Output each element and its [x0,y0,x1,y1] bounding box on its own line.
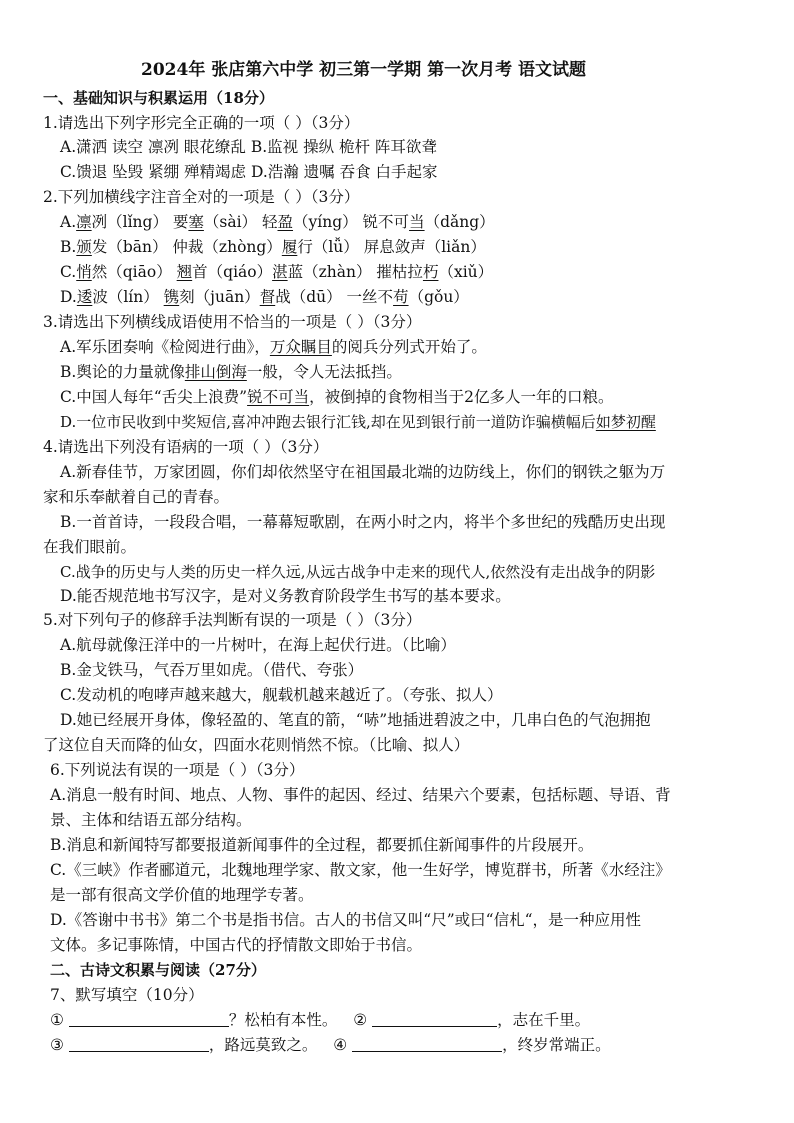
q3b-seg: 一般，令人无法抵挡。 [246,363,402,381]
q2-option-c [60,261,493,283]
q4-stem: 4.请选出下列没有语病的一项（ ）（3分） [43,438,329,456]
q2b-seg: 发（bān） 仲裁（zhòng） [91,238,282,256]
q2a-seg: （yíng） 锐不可 [293,213,410,231]
blank-number-2: ② [353,1011,368,1029]
q3b-idiom: 排山倒海 [184,363,247,381]
q2-stem: 2.下列加横线字注音全对的一项是（ ）（3分） [43,188,360,206]
q2-option-a [60,211,495,233]
blank-number-3: ③ [50,1036,64,1054]
q2d-seg: 波（lín） [92,288,164,306]
q3c-seg: ，被倒掉的食物相当于2亿多人一年的口粮。 [309,388,614,406]
q5-option-d-line2: 了这位自天而降的仙女，四面水花则悄然不惊。（比喻、拟人） [43,736,470,754]
q1-option-cd: C.馈退 坠毁 紧绷 殚精竭虑 D.浩瀚 遗嘱 吞食 白手起家 [60,163,438,181]
q5-option-a: A.航母就像汪洋中的一片树叶，在海上起伏行进。（比喻） [60,636,456,654]
q7-row-2 [50,1034,611,1056]
q3b-seg: B.舆论的力量就像 [60,363,185,381]
blank-number-4: ④ [333,1036,348,1054]
q2-option-b [60,236,486,258]
q2b-seg: 行（lǚ） 屏息敛声（liǎn） [297,238,486,256]
q2a-seg: （sài） 轻 [203,213,278,231]
q3-option-c [60,386,613,408]
q3-option-b [60,361,402,383]
q2c-underlined: 湛 [272,263,288,281]
q2c-seg: 蓝（zhàn） 摧枯拉 [287,263,423,281]
q4-option-b-line1: B.一首首诗，一段段合唱，一幕幕短歌剧，在两小时之内，将半个多世纪的残酷历史出现 [60,513,666,531]
q2a-underlined: 盈 [277,213,294,231]
q3d-seg: D.一位市民收到中奖短信,喜冲冲跑去银行汇钱,却在见到银行前一道防诈骗横幅后 [60,413,596,431]
q2d-seg: （gǒu） [408,288,469,306]
q3d-idiom: 如梦初醒 [595,413,656,431]
q4-option-a-line1: A.新春佳节，万家团圆，你们却依然坚守在祖国最北端的边防线上，你们的钢铁之躯为万 [60,463,666,481]
q6-option-c-line1: C.《三峡》作者郦道元，北魏地理学家、散文家，他一生好学，博览群书，所著《水经注》 [50,861,671,879]
fill-blank-4[interactable] [352,1036,502,1052]
blank-2-text: ，志在千里。 [497,1011,591,1029]
section-1-heading: 一、基础知识与积累运用（18分） [43,89,274,107]
q2d-underlined: 督 [259,288,276,306]
q5-option-d-line1: D.她已经展开身体，像轻盈的、笔直的箭，“哧”地插进碧波之中，几串白色的气泡拥抱 [60,711,651,729]
q2b-seg: B. [60,238,77,256]
q3a-idiom: 万众瞩目 [269,338,332,356]
q3a-seg: A.军乐团奏响《检阅进行曲》， [60,338,270,356]
q3-option-d [60,411,656,433]
q2d-seg: 刻（juān） [179,288,260,306]
q7-row-1 [50,1009,590,1031]
blank-3-text: ，路远莫致之。 [208,1036,318,1054]
q5-option-c: C.发动机的咆哮声越来越大，舰载机越来越近了。（夸张、拟人） [60,686,503,704]
q3a-seg: 的阅兵分列式开始了。 [331,338,487,356]
q4-option-c: C.战争的历史与人类的历史一样久远,从远古战争中走来的现代人,依然没有走出战争的阴影 [60,563,656,581]
q2c-seg: 首（qiáo） [192,263,273,281]
q2d-underlined: 逶 [76,288,93,306]
q3c-idiom: 锐不可当 [247,388,310,406]
q2d-underlined: 苟 [393,288,409,306]
q6-option-b: B.消息和新闻特写都要报道新闻事件的全过程，都要抓住新闻事件的片段展开。 [50,836,594,854]
q2b-underlined: 履 [281,238,298,256]
q2a-seg: （dǎng） [424,213,495,231]
q6-stem: 6.下列说法有误的一项是（ ）（3分） [50,761,305,779]
q6-option-d-line2: 文体。多记事陈情，中国古代的抒情散文即始于书信。 [50,936,423,954]
q2a-underlined: 当 [409,213,425,231]
blank-1-text: ？松柏有本性。 [228,1011,338,1029]
blank-4-text: ，终岁常端正。 [502,1036,611,1054]
q2d-seg: D. [60,288,77,306]
q2c-underlined: 朽 [422,263,439,281]
q2c-underlined: 翘 [176,263,193,281]
blank-number-1: ① [50,1011,64,1029]
q3-stem: 3.请选出下列横线成语使用不恰当的一项是（ ）（3分） [43,313,422,331]
q2a-underlined: 塞 [188,213,204,231]
q2b-underlined: 颁 [76,238,92,256]
q2a-seg: A. [60,213,77,231]
exam-title: 2024年 张店第六中学 初三第一学期 第一次月考 语文试题 [141,60,586,80]
q1-option-ab: A.潇洒 读空 凛冽 眼花缭乱 B.监视 操纵 桅杆 阵耳欲聋 [60,138,437,156]
q4-option-a-line2: 家和乐奉献着自己的青春。 [43,488,230,506]
q5-option-b: B.金戈铁马，气吞万里如虎。（借代、夸张） [60,661,364,679]
q3c-seg: C.中国人每年“舌尖上浪费” [60,388,248,406]
section-2-heading: 二、古诗文积累与阅读（27分） [50,961,266,979]
q4-option-b-line2: 在我们眼前。 [43,538,137,556]
q6-option-a-line1: A.消息一般有时间、地点、人物、事件的起因、经过、结果六个要素，包括标题、导语、背 [50,786,671,804]
q2d-underlined: 镌 [163,288,180,306]
q2d-seg: 战（dū） 一丝不 [275,288,394,306]
fill-blank-1[interactable] [69,1011,229,1027]
fill-blank-2[interactable] [372,1011,497,1027]
q6-option-a-line2: 景、主体和结语五部分结构。 [50,811,252,829]
q2-option-d [60,286,469,308]
q3-option-a [60,336,487,358]
q2a-underlined: 凛 [76,213,92,231]
q2c-seg: （xiǔ） [438,263,494,281]
q2c-seg: 然（qiāo） [91,263,177,281]
fill-blank-3[interactable] [69,1036,209,1052]
q6-option-c-line2: 是一部有很高文学价值的地理学专著。 [50,886,314,904]
q5-stem: 5.对下列句子的修辞手法判断有误的一项是（ ）（3分） [43,611,422,629]
q7-stem: 7、默写填空（10分） [50,986,204,1004]
q2a-seg: 冽（lǐng） 要 [91,213,189,231]
q4-option-d: D.能否规范地书写汉字，是对义务教育阶段学生书写的基本要求。 [60,587,511,605]
q1-stem: 1.请选出下列字形完全正确的一项（ ）（3分） [43,114,360,132]
q2c-underlined: 悄 [76,263,92,281]
q6-option-d-line1: D.《答谢中书书》第二个书是指书信。古人的书信又叫“尺”或曰“信札“，是一种应用性 [50,911,642,929]
q2c-seg: C. [60,263,77,281]
